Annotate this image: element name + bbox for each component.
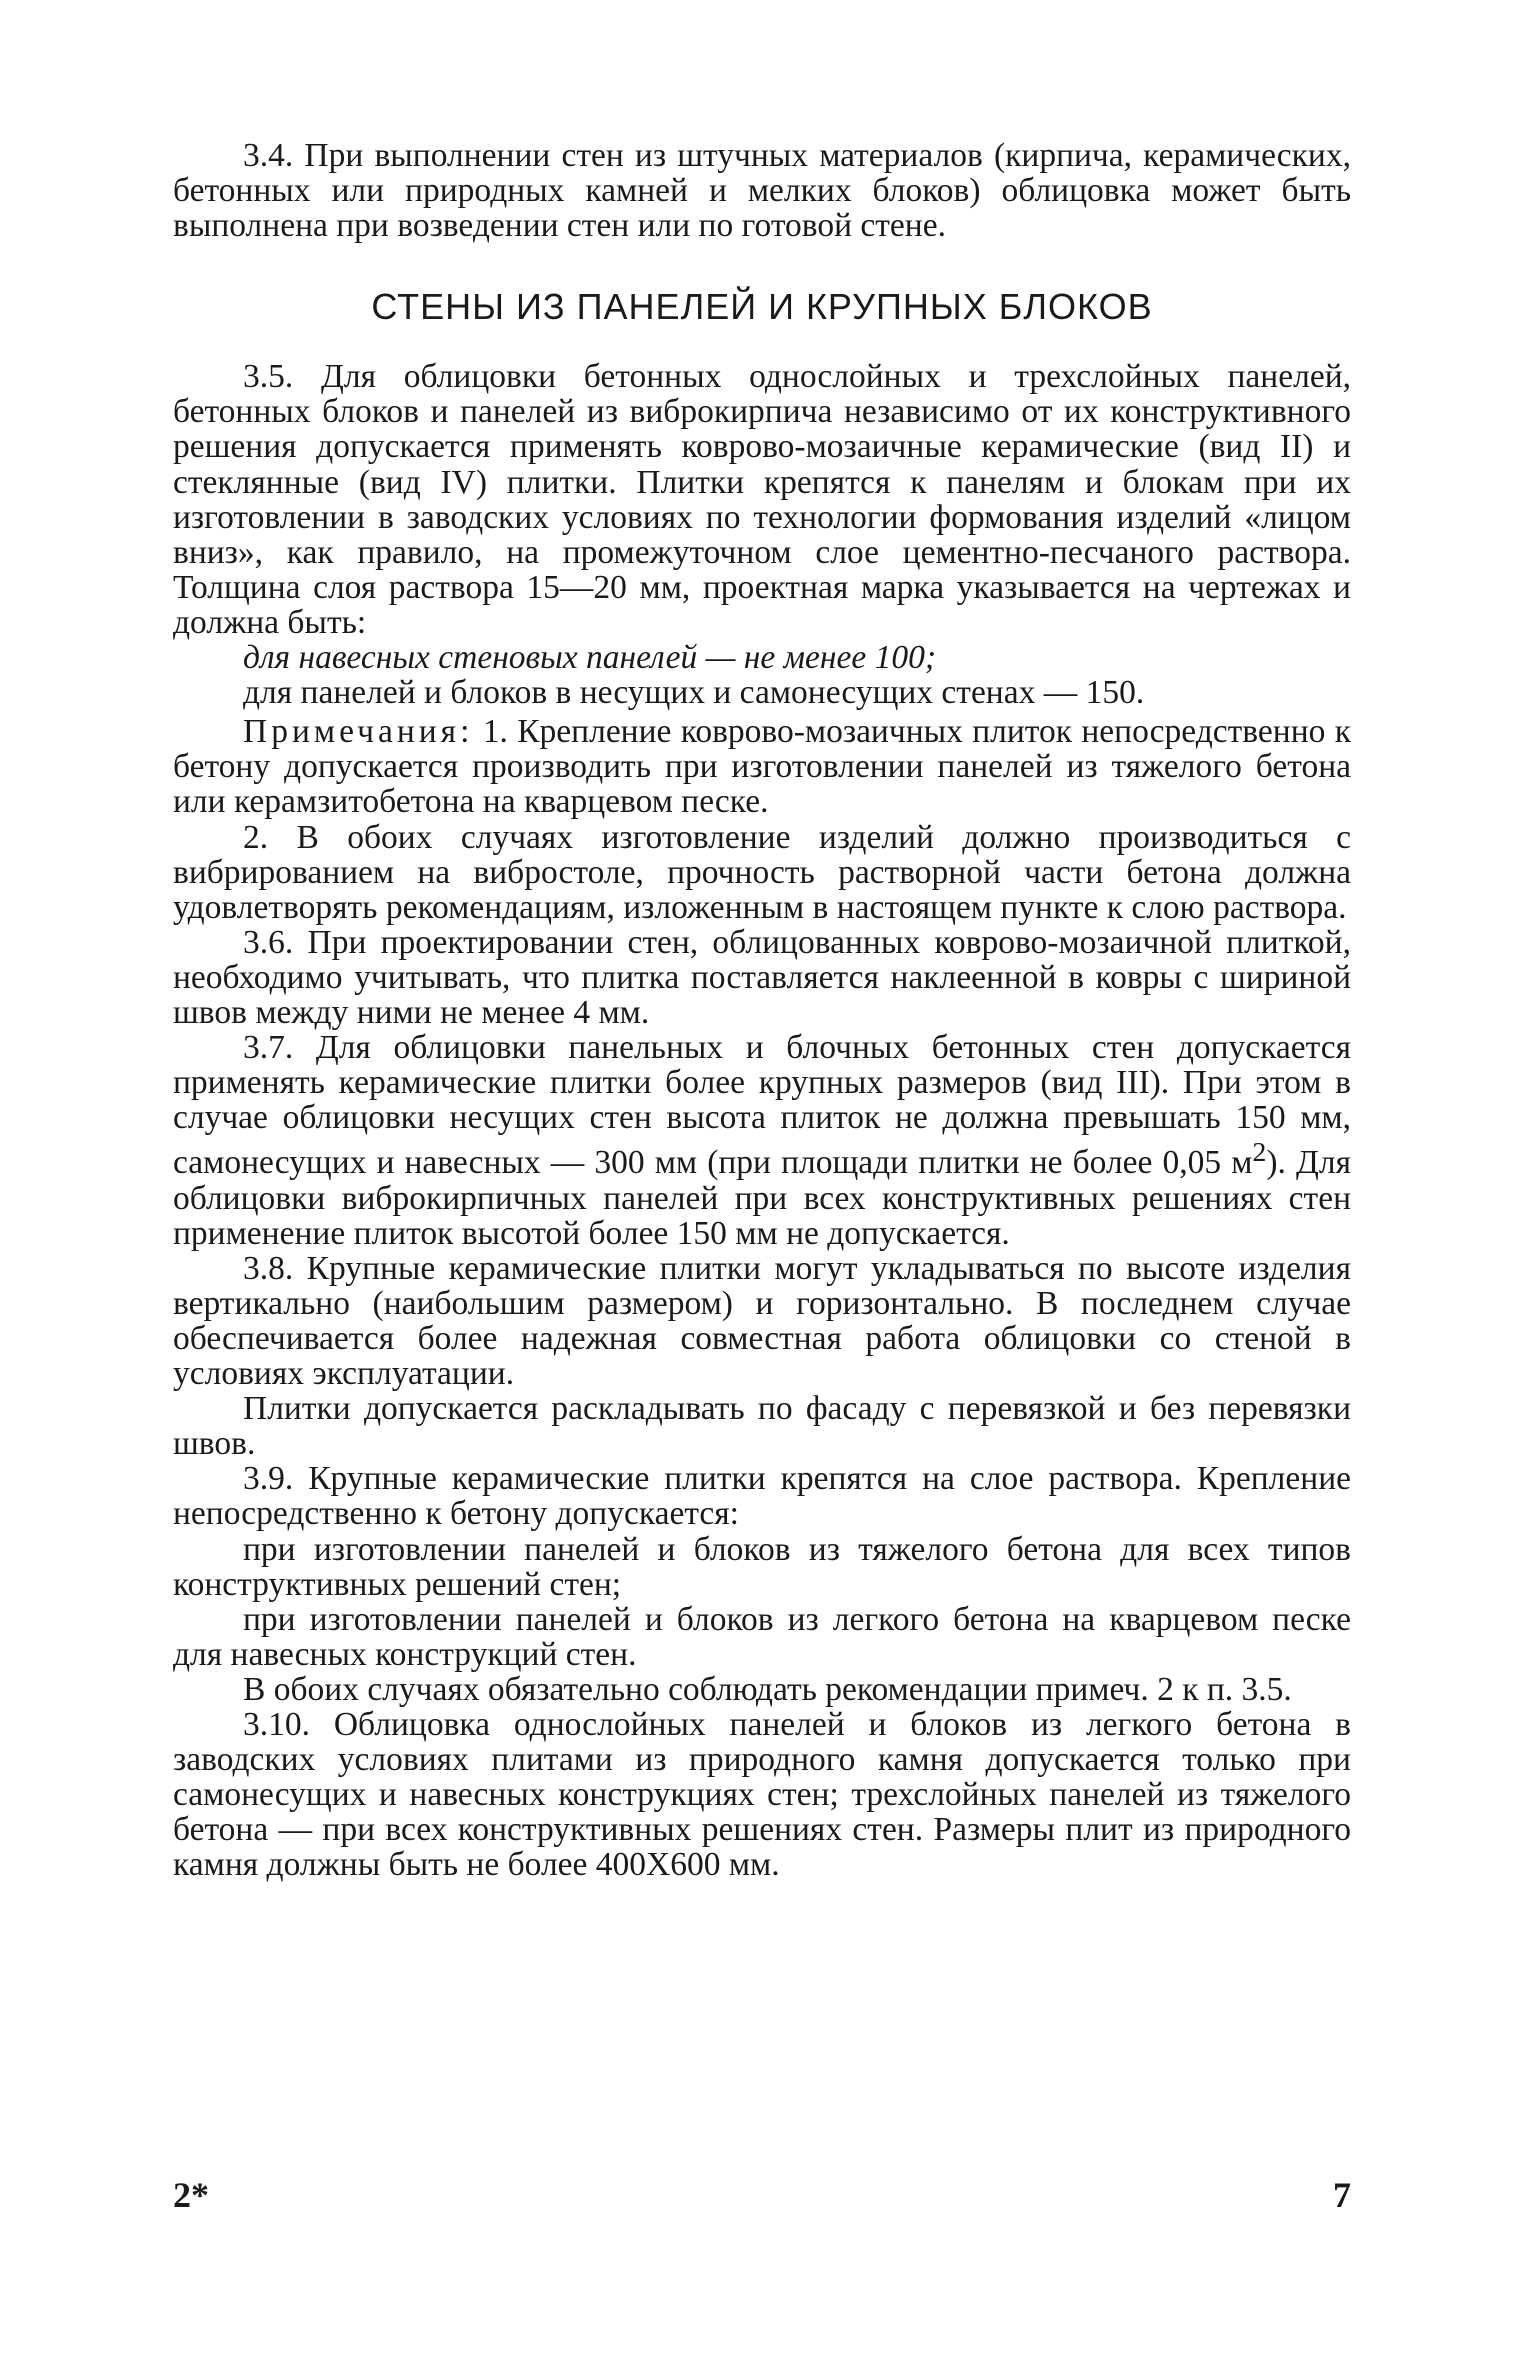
paragraph-text: При проектировании стен, облицованных коврово-мозаичной плиткой, необходимо учитывать, что плитка поставляется наклеенной в ковры с шириной швов между ними не менее 4 мм. [173, 923, 1351, 1031]
notes-label: Примечания: [243, 713, 474, 751]
paragraph-text: Для облицовки бетонных однослойных и трехслойных панелей, бетонных блоков и панелей из виброкирпича независимо от их конструктивного решения допускается применять коврово-мозаичные керамические (вид II) и стеклянные (вид IV) плитки. Плитки крепятся к панелям и блокам при их изготовлении в заводских условиях по технологии формования изделий «лицом вниз», как правило, на промежуточном слое цементно-песчаного раствора. Толщина слоя раствора 15—20 мм, проектная марка указывается на чертежах и должна быть: [173, 358, 1351, 641]
signature-mark: 2* [173, 2175, 209, 2215]
note-2: 2. В обоих случаях изготовление изделий должно производиться с вибрированием на вибростоле, прочность растворной части бетона должна удовлетворять рекомендациям, изложенным в настоящем пункте к слою раствора. [173, 818, 1351, 926]
list-item-heavy-concrete: при изготовлении панелей и блоков из тяжелого бетона для всех типов конструктивных решений стен; [173, 1530, 1351, 1603]
clause-number: 3.7. [243, 1029, 294, 1067]
clause-number: 3.4. [243, 137, 294, 174]
list-item-light-concrete: при изготовлении панелей и блоков из легкого бетона на кварцевом песке для навесных конструкций стен. [173, 1600, 1351, 1673]
clause-number: 3.5. [243, 358, 294, 396]
paragraph-text: Для облицовки панельных и блочных бетонных стен допускается применять керамические плитки более крупных размеров (вид III). При этом в случае облицовки несущих стен высота плиток не должна превышать 150 мм, самонесущих и навесных — 300 мм (при площади плитки не более 0,05 м [173, 1029, 1351, 1182]
paragraph-text: При выполнении стен из штучных материалов (кирпича, керамических, бетонных или природных камней и мелких блоков) облицовка может быть выполнена при возведении стен или по готовой стене. [173, 137, 1351, 245]
page-number: 7 [1333, 2175, 1351, 2215]
clause-number: 3.8. [243, 1249, 294, 1287]
clause-number: 3.10. [243, 1706, 310, 1743]
paragraph-3-7 [173, 1030, 1351, 1251]
paragraph-3-4 [173, 138, 1351, 243]
paragraph-3-5 [173, 359, 1351, 640]
clause-number: 3.6. [243, 923, 294, 961]
list-item-bearing-walls: для панелей и блоков в несущих и самонесущих стенах — 150. [243, 674, 1145, 712]
paragraph-3-8-b: Плитки допускается раскладывать по фасаду с перевязкой и без перевязки швов. [173, 1390, 1351, 1463]
page-body [173, 138, 1351, 1882]
list-item-hanging-panels: для навесных стеновых панелей — не менее 100; [243, 639, 937, 677]
note-text: 1. Крепление коврово-мозаичных плиток непосредственно к бетону допускается производить при изготовлении панелей из тяжелого бетона или керамзитобетона на кварцевом песке. [173, 713, 1351, 821]
superscript: 2 [1252, 1137, 1267, 1169]
section-heading: СТЕНЫ ИЗ ПАНЕЛЕЙ И КРУПНЫХ БЛОКОВ [371, 286, 1153, 328]
paragraph-3-8 [173, 1251, 1351, 1391]
paragraph-3-9-b: В обоих случаях обязательно соблюдать рекомендации примеч. 2 к п. 3.5. [243, 1670, 1292, 1708]
paragraph-3-6 [173, 925, 1351, 1030]
paragraph-text-cont: ). Для облицовки виброкирпичных панелей при всех конструктивных решениях стен применение плиток высотой более 150 мм не допускается. [173, 1144, 1351, 1252]
clause-number: 3.9. [243, 1460, 294, 1498]
note-1 [173, 714, 1351, 819]
paragraph-text: Облицовка однослойных панелей и блоков из легкого бетона в заводских условиях плитами из природного камня допускается только при самонесущих и навесных конструкциях стен; трехслойных панелей из тяжелого бетона — при всех конструктивных решениях стен. Размеры плит из природного камня должны быть не более 400Х600 мм. [173, 1706, 1351, 1884]
paragraph-3-9 [173, 1461, 1351, 1531]
paragraph-text: Крупные керамические плитки крепятся на слое раствора. Крепление непосредственно к бетону допускается: [173, 1460, 1351, 1533]
paragraph-text: Крупные керамические плитки могут укладываться по высоте изделия вертикально (наибольшим размером) и горизонтально. В последнем случае обеспечивается более надежная совместная работа облицовки со стеной в условиях эксплуатации. [173, 1249, 1351, 1393]
paragraph-3-10 [173, 1707, 1351, 1882]
